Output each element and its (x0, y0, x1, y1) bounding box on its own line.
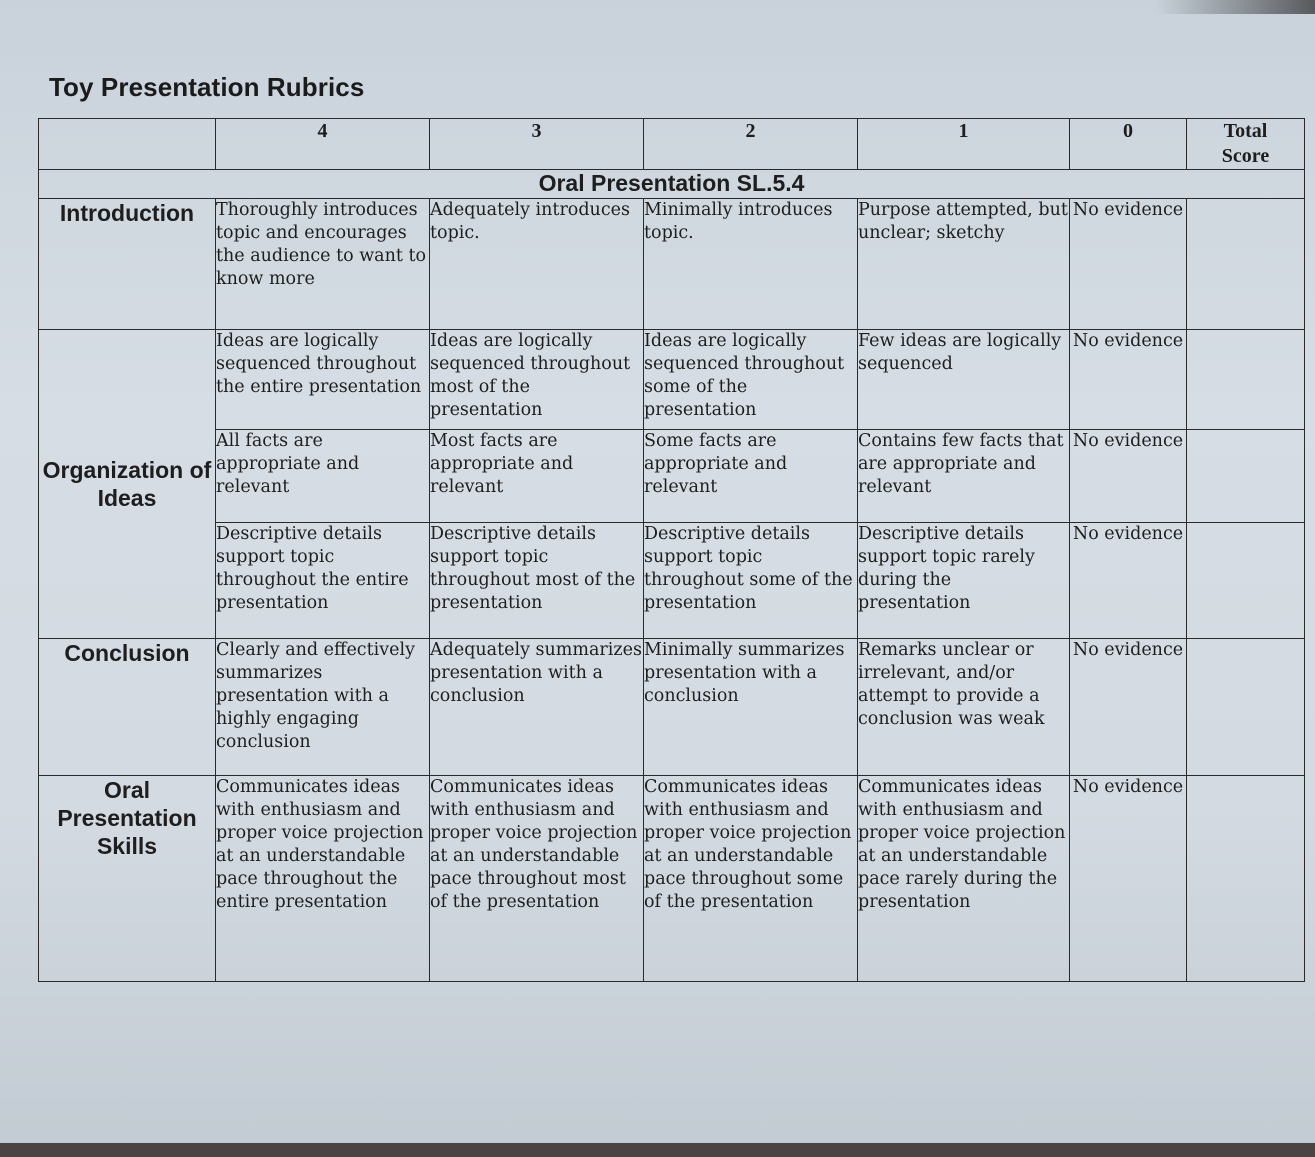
header-score-1: 1 (858, 119, 1070, 170)
total-score-cell (1187, 430, 1305, 523)
total-score-cell (1187, 199, 1305, 330)
descriptor-4: Communicates ideas with enthusiasm and proper voice projection at an understandable pace throughout the entire presentation (216, 776, 430, 982)
descriptor-2: Some facts are appropriate and relevant (644, 430, 858, 523)
descriptor-3: Most facts are appropriate and relevant (430, 430, 644, 523)
table-surface (0, 1143, 1315, 1157)
category-introduction: Introduction (39, 199, 216, 330)
total-score-cell (1187, 639, 1305, 776)
descriptor-4: All facts are appropriate and relevant (216, 430, 430, 523)
header-score-3: 3 (430, 119, 644, 170)
paper-edge-shadow (1155, 0, 1315, 14)
table-row (39, 776, 1305, 982)
table-row (39, 330, 1305, 430)
descriptor-2: Minimally introduces topic. (644, 199, 858, 330)
table-row (39, 199, 1305, 330)
descriptor-0: No evidence (1070, 430, 1187, 523)
descriptor-0: No evidence (1070, 330, 1187, 430)
descriptor-4: Descriptive details support topic throughout the entire presentation (216, 523, 430, 639)
table-row (39, 639, 1305, 776)
descriptor-0: No evidence (1070, 523, 1187, 639)
rubric-table (38, 118, 1305, 982)
banner-row (39, 170, 1305, 199)
descriptor-1: Remarks unclear or irrelevant, and/or attempt to provide a conclusion was weak (858, 639, 1070, 776)
total-score-cell (1187, 776, 1305, 982)
descriptor-1: Few ideas are logically sequenced (858, 330, 1070, 430)
total-score-cell (1187, 523, 1305, 639)
total-score-cell (1187, 330, 1305, 430)
descriptor-1: Purpose attempted, but unclear; sketchy (858, 199, 1070, 330)
descriptor-1: Communicates ideas with enthusiasm and proper voice projection at an understandable pace rarely during the presentation (858, 776, 1070, 982)
header-score-4: 4 (216, 119, 430, 170)
page-title: Toy Presentation Rubrics (49, 72, 365, 102)
descriptor-2: Communicates ideas with enthusiasm and proper voice projection at an understandable pace throughout some of the presentation (644, 776, 858, 982)
category-oral-presentation-skills: Oral Presentation Skills (39, 776, 216, 982)
descriptor-4: Clearly and effectively summarizes presentation with a highly engaging conclusion (216, 639, 430, 776)
descriptor-3: Adequately introduces topic. (430, 199, 644, 330)
table-row (39, 430, 1305, 523)
descriptor-0: No evidence (1070, 639, 1187, 776)
header-total-score: Total Score (1187, 119, 1305, 170)
descriptor-3: Ideas are logically sequenced throughout most of the presentation (430, 330, 644, 430)
descriptor-0: No evidence (1070, 199, 1187, 330)
descriptor-0: No evidence (1070, 776, 1187, 982)
category-organization: Organization of Ideas (39, 330, 216, 639)
descriptor-3: Adequately summarizes presentation with a conclusion (430, 639, 644, 776)
descriptor-3: Communicates ideas with enthusiasm and proper voice projection at an understandable pace throughout most of the presentation (430, 776, 644, 982)
descriptor-4: Thoroughly introduces topic and encourages the audience to want to know more (216, 199, 430, 330)
descriptor-3: Descriptive details support topic throughout most of the presentation (430, 523, 644, 639)
header-row (39, 119, 1305, 170)
category-conclusion: Conclusion (39, 639, 216, 776)
header-blank (39, 119, 216, 170)
descriptor-2: Ideas are logically sequenced throughout some of the presentation (644, 330, 858, 430)
descriptor-2: Descriptive details support topic throughout some of the presentation (644, 523, 858, 639)
descriptor-1: Descriptive details support topic rarely during the presentation (858, 523, 1070, 639)
descriptor-1: Contains few facts that are appropriate and relevant (858, 430, 1070, 523)
header-score-2: 2 (644, 119, 858, 170)
descriptor-4: Ideas are logically sequenced throughout the entire presentation (216, 330, 430, 430)
header-score-0: 0 (1070, 119, 1187, 170)
table-row (39, 523, 1305, 639)
descriptor-2: Minimally summarizes presentation with a conclusion (644, 639, 858, 776)
section-banner: Oral Presentation SL.5.4 (39, 170, 1305, 199)
